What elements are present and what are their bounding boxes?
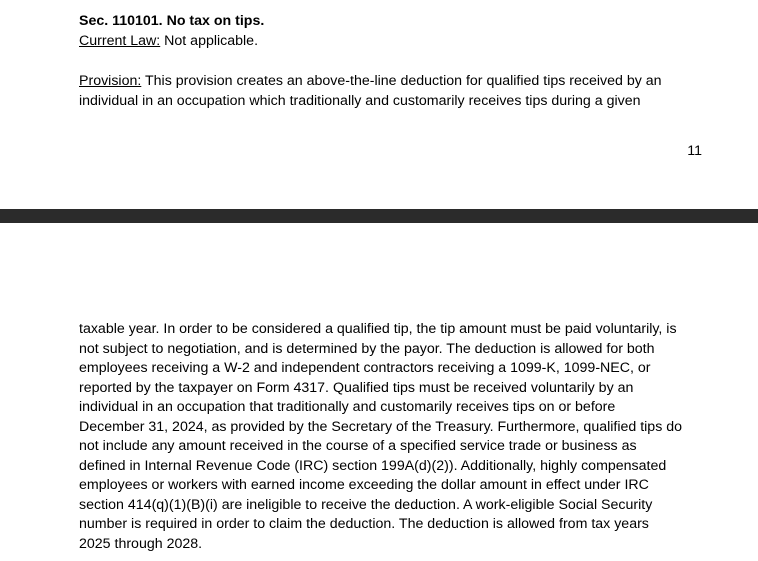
- current-law-text: Not applicable.: [160, 33, 259, 49]
- body-line: reported by the taxpayer on Form 4317. Qualified tips must be received voluntarily by an: [79, 379, 634, 396]
- page-top: [0, 0, 758, 209]
- page-number: 11: [687, 143, 702, 159]
- current-law-label: Current Law:: [79, 33, 161, 49]
- body-line: defined in Internal Revenue Code (IRC) section 199A(d)(2)). Additionally, highly compensated: [79, 457, 667, 474]
- body-line: employees receiving a W-2 and independent contractors receiving a 1099-K, 1099-NEC, or: [79, 360, 651, 377]
- body-line: December 31, 2024, as provided by the Secretary of the Treasury. Furthermore, qualified tips do: [79, 418, 683, 435]
- page-bottom: [0, 223, 758, 561]
- provision-label: Provision:: [79, 73, 142, 89]
- current-law-line: [79, 32, 258, 52]
- body-line: number is required in order to claim the deduction. The deduction is allowed from tax years: [79, 516, 649, 533]
- section-heading: Sec. 110101. No tax on tips.: [79, 13, 265, 29]
- body-line: employees or workers with earned income exceeding the dollar amount in effect under IRC: [79, 477, 649, 494]
- body-line: 2025 through 2028.: [79, 536, 203, 553]
- body-line: not subject to negotiation, and is determined by the payor. The deduction is allowed for both: [79, 340, 655, 357]
- page-separator: [0, 209, 758, 223]
- body-line: individual in an occupation that traditionally and customarily receives tips on or before: [79, 399, 616, 416]
- provision-line-1: [79, 72, 662, 92]
- provision-text-1: This provision creates an above-the-line deduction for qualified tips received by an: [141, 73, 662, 89]
- body-line: taxable year. In order to be considered a qualified tip, the tip amount must be paid voluntarily, is: [79, 321, 677, 337]
- provision-continuation: [79, 320, 709, 555]
- body-line: section 414(q)(1)(B)(i) are ineligible to receive the deduction. A work-eligible Social Security: [79, 496, 653, 513]
- body-line: not include any amount received in the course of a specified service trade or business as: [79, 438, 637, 455]
- provision-line-2: individual in an occupation which traditionally and customarily receives tips during a given: [79, 93, 641, 109]
